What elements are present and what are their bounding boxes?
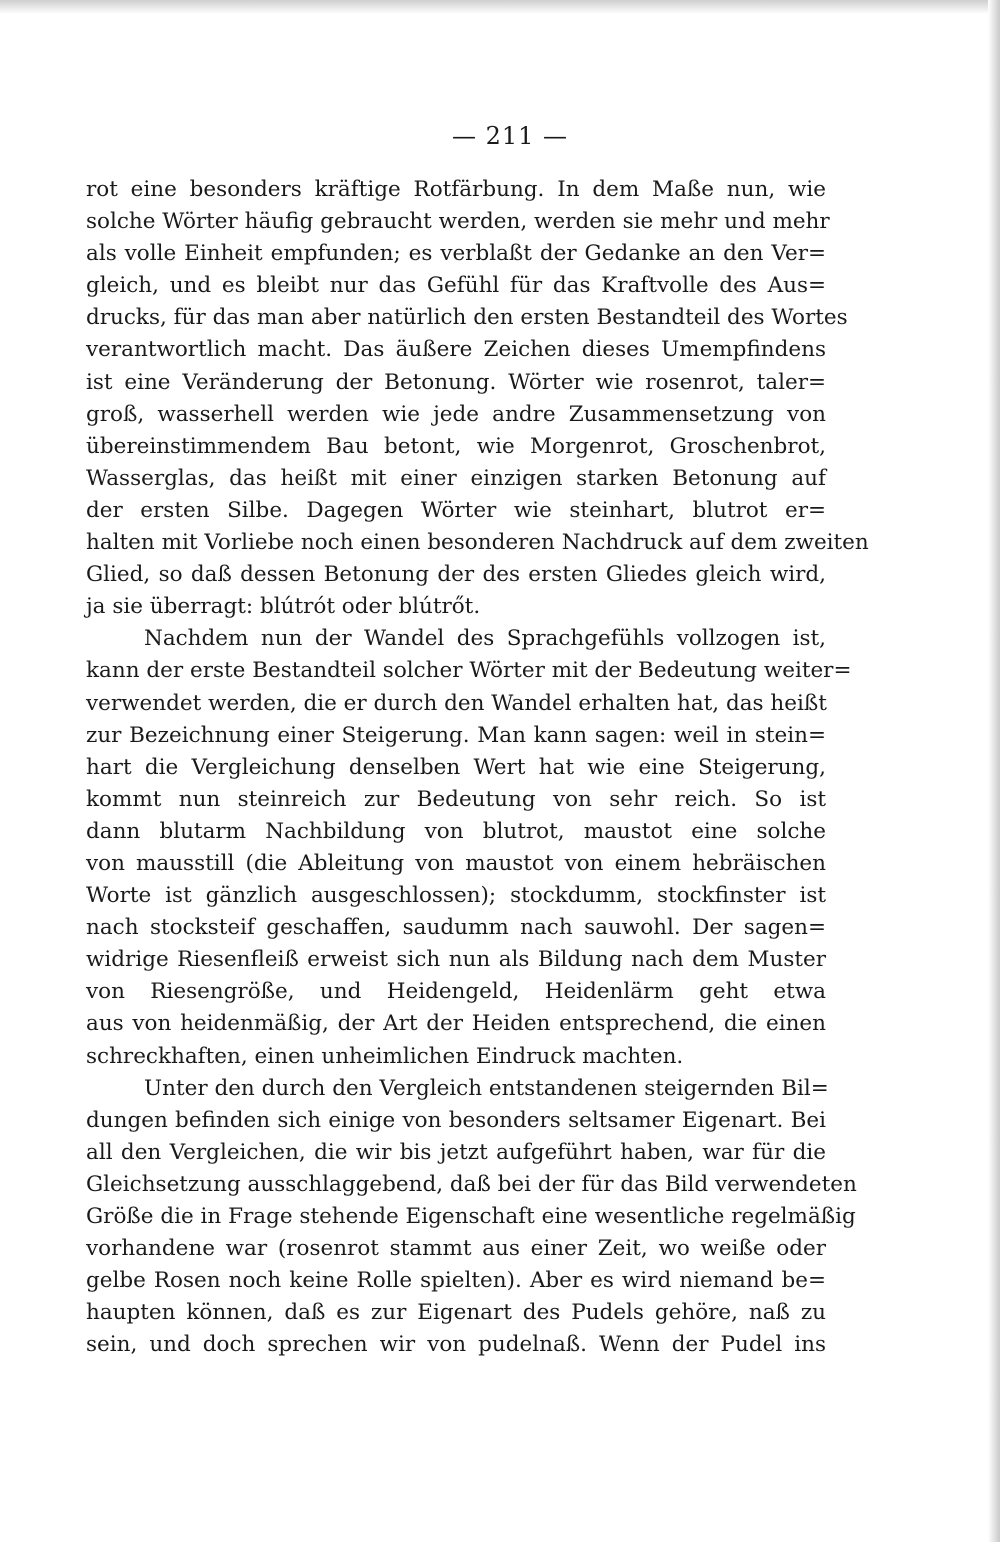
text-line: groß, wasserhell werden wie jede andre Zusammensetzung von (86, 401, 826, 427)
text-line: übereinstimmendem Bau betont, wie Morgenrot, Groschenbrot, (86, 433, 826, 459)
text-line: dann blutarm Nachbildung von blutrot, maustot eine solche (86, 818, 826, 844)
text-line: ja sie überragt: blútrót oder blútrőt. (86, 594, 481, 620)
text-line: von mausstill (die Ableitung von maustot von einem hebräischen (86, 850, 826, 876)
text-line: als volle Einheit empfunden; es verblaßt der Gedanke an den Ver= (86, 241, 826, 267)
text-line: solche Wörter häufig gebraucht werden, werden sie mehr und mehr (86, 209, 830, 235)
text-line: verwendet werden, die er durch den Wandel erhalten hat, das heißt (86, 690, 827, 716)
scan-top-edge (0, 0, 1000, 14)
text-line: dungen befinden sich einige von besonders seltsamer Eigenart. Bei (86, 1107, 826, 1133)
text-line: zur Bezeichnung einer Steigerung. Man kann sagen: weil in stein= (86, 722, 826, 748)
scan-right-edge (988, 0, 1000, 1542)
text-line: ist eine Veränderung der Betonung. Wörter wie rosenrot, taler= (86, 369, 826, 395)
text-line: Glied, so daß dessen Betonung der des ersten Gliedes gleich wird, (86, 562, 826, 588)
text-line: Unter den durch den Vergleich entstandenen steigernden Bil= (144, 1075, 829, 1101)
text-line: all den Vergleichen, die wir bis jetzt aufgeführt haben, war für die (86, 1139, 826, 1165)
text-line: sein, und doch sprechen wir von pudelnaß. Wenn der Pudel ins (86, 1332, 826, 1358)
paragraph (86, 623, 852, 1072)
text-line: halten mit Vorliebe noch einen besonderen Nachdruck auf dem zweiten (86, 530, 869, 556)
text-line: Wasserglas, das heißt mit einer einzigen starken Betonung auf (86, 465, 826, 491)
page-number: — 211 — (451, 122, 569, 150)
text-line: haupten können, daß es zur Eigenart des Pudels gehöre, naß zu (86, 1300, 826, 1326)
text-line: vorhandene war (rosenrot stammt aus einer Zeit, wo weiße oder (86, 1236, 826, 1262)
text-line: Gleichsetzung ausschlaggebend, daß bei der für das Bild verwendeten (86, 1171, 857, 1197)
text-line: gleich, und es bleibt nur das Gefühl für das Kraftvolle des Aus= (86, 273, 826, 299)
paragraph (86, 174, 869, 623)
text-line: schreckhaften, einen unheimlichen Eindruck machten. (86, 1043, 684, 1069)
text-line: widrige Riesenfleiß erweist sich nun als Bildung nach dem Muster (86, 947, 826, 973)
text-line: nach stocksteif geschaffen, saudumm nach sauwohl. Der sagen= (86, 915, 826, 941)
text-line: hart die Vergleichung denselben Wert hat wie eine Steigerung, (86, 754, 826, 780)
text-line: kann der erste Bestandteil solcher Wörter mit der Bedeutung weiter= (86, 658, 852, 684)
text-line: Größe die in Frage stehende Eigenschaft eine wesentliche regelmäßig (86, 1204, 856, 1229)
text-line: gelbe Rosen noch keine Rolle spielten). Aber es wird niemand be= (86, 1268, 826, 1294)
text-line: aus von heidenmäßig, der Art der Heiden entsprechend, die einen (86, 1011, 826, 1037)
text-line: drucks, für das man aber natürlich den ersten Bestandteil des Wortes (86, 305, 848, 331)
page-body-text (86, 174, 869, 1361)
paragraph (86, 1073, 857, 1362)
text-line: verantwortlich macht. Das äußere Zeichen dieses Umempfindens (86, 337, 826, 363)
text-line: kommt nun steinreich zur Bedeutung von sehr reich. So ist (86, 786, 826, 812)
text-line: von Riesengröße, und Heidengeld, Heidenlärm geht etwa (86, 979, 826, 1005)
text-line: Nachdem nun der Wandel des Sprachgefühls vollzogen ist, (144, 626, 826, 652)
text-line: Worte ist gänzlich ausgeschlossen); stockdumm, stockfinster ist (86, 883, 826, 909)
text-line: rot eine besonders kräftige Rotfärbung. In dem Maße nun, wie (86, 177, 826, 202)
text-line: der ersten Silbe. Dagegen Wörter wie steinhart, blutrot er= (86, 497, 826, 523)
